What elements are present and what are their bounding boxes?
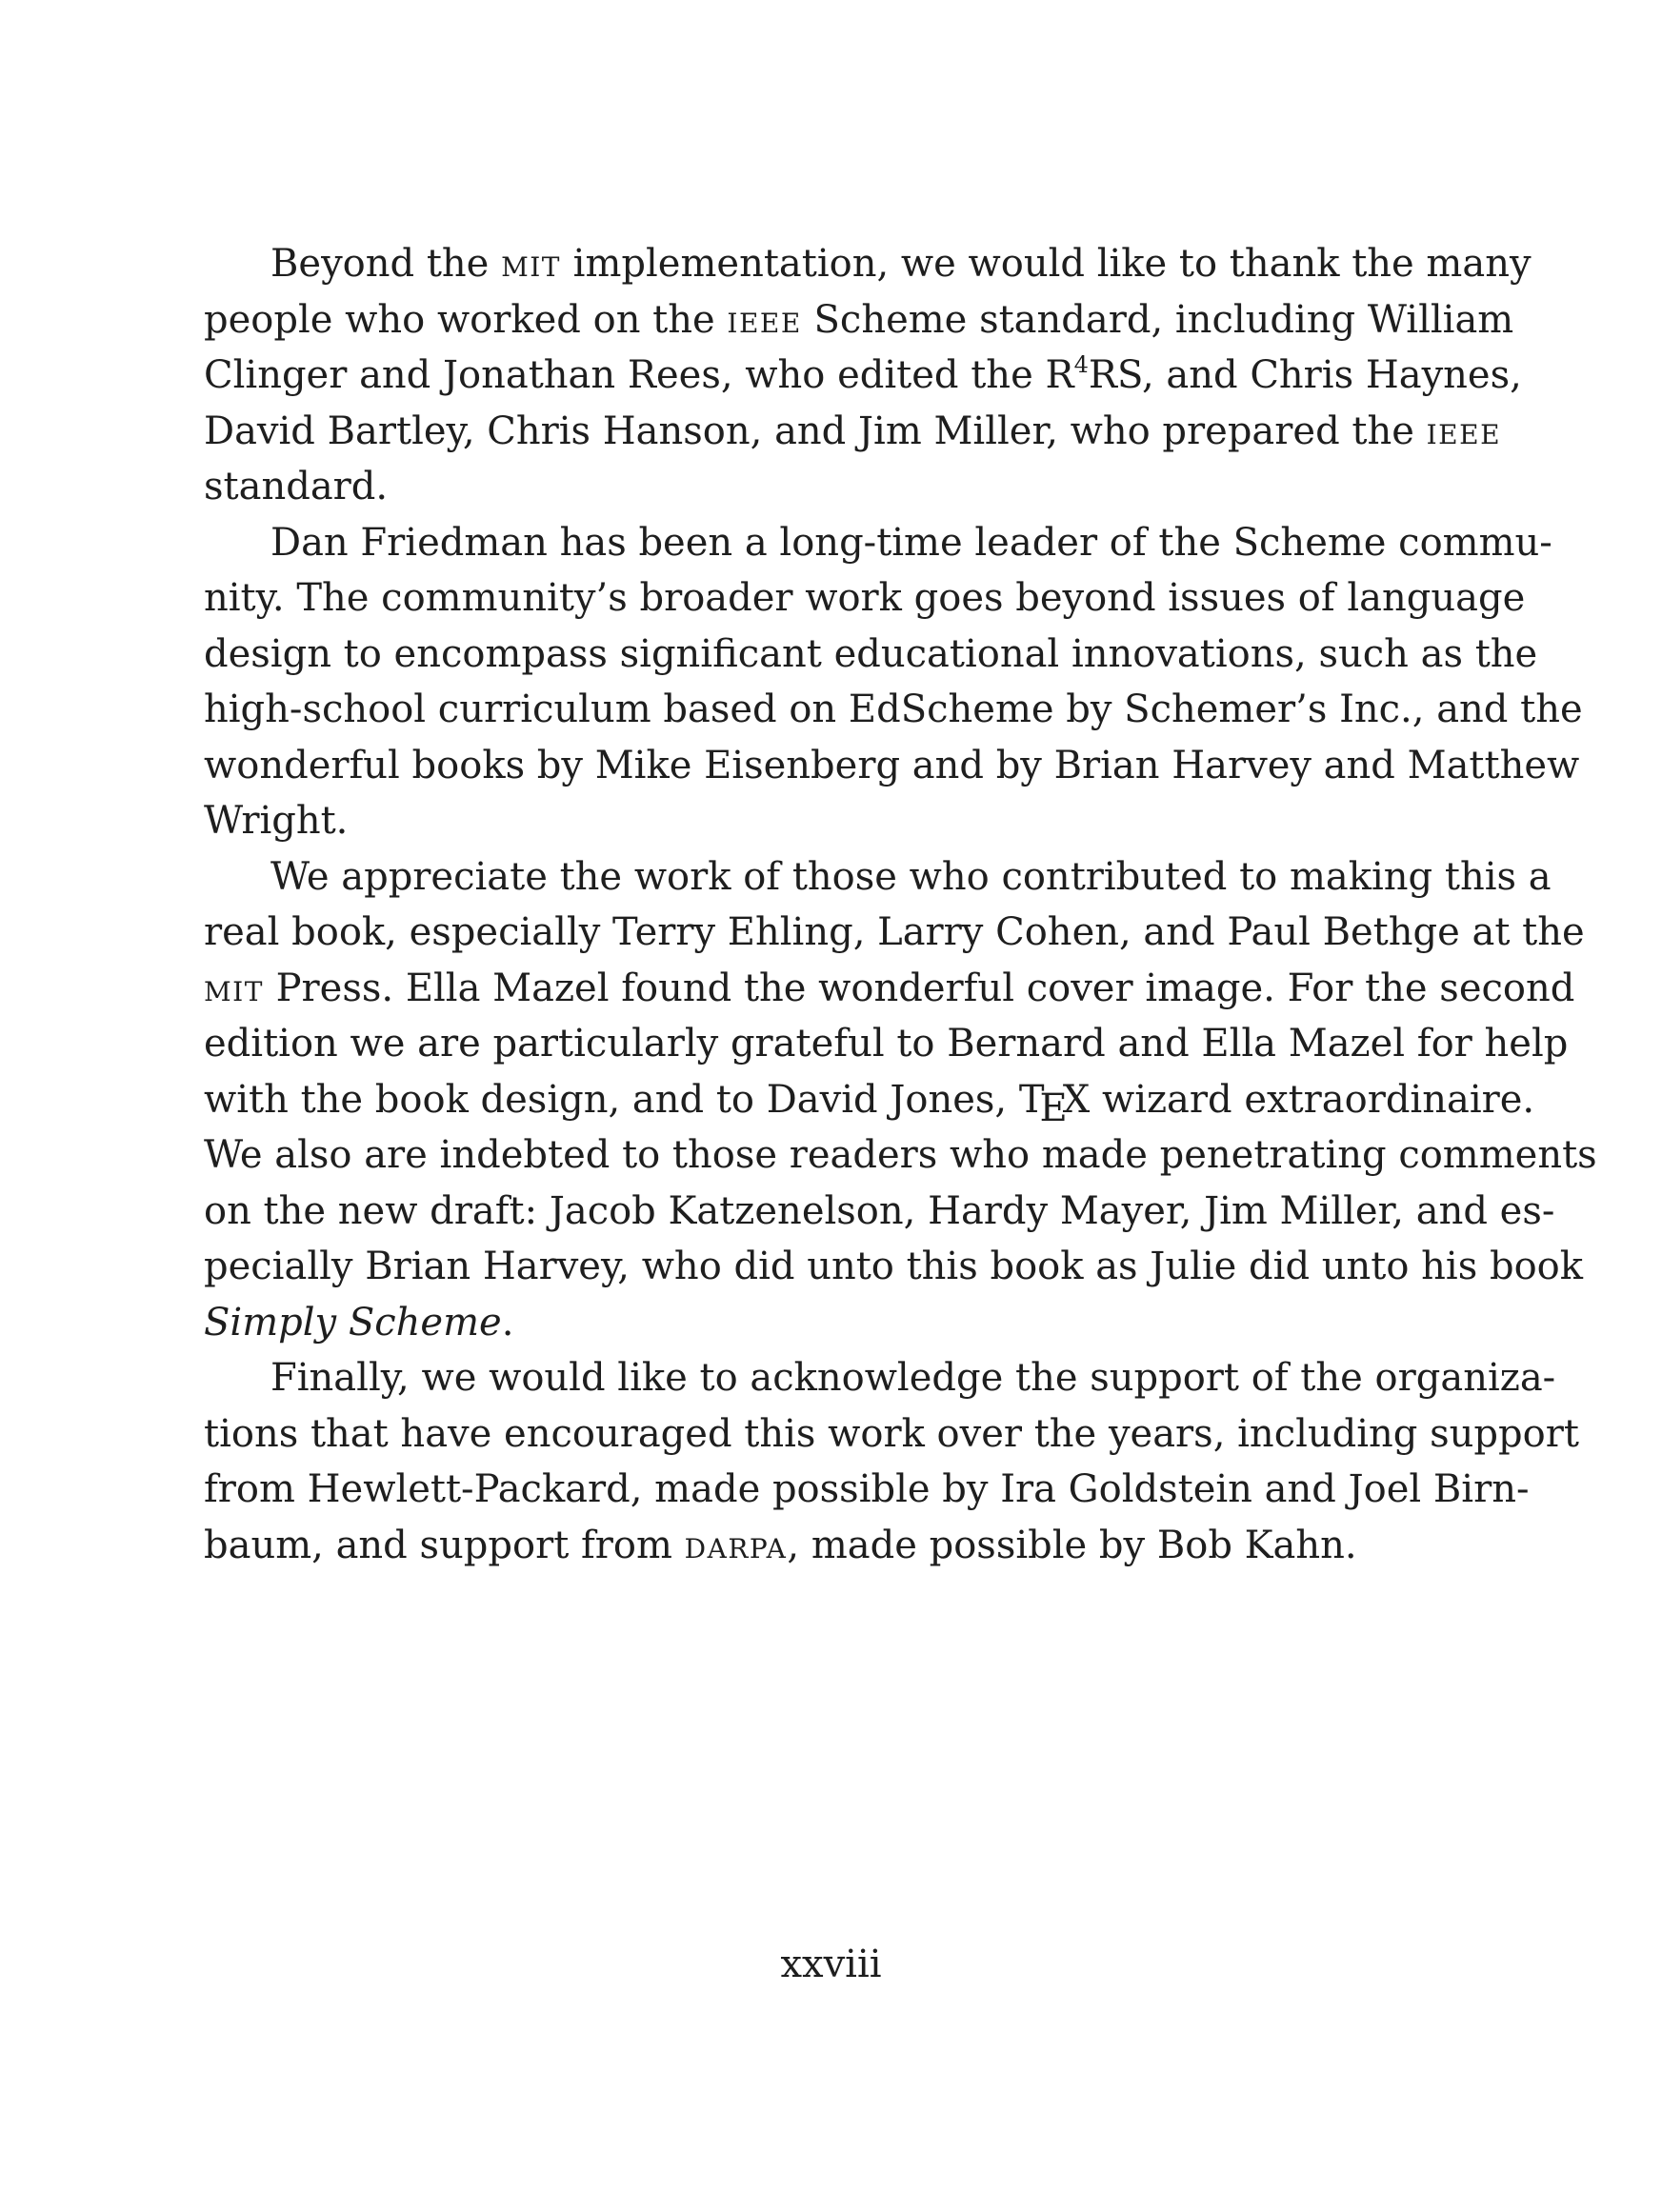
text-run: RS, and Chris Haynes, <box>1088 353 1522 397</box>
text-line: We appreciate the work of those who contributed to making this a <box>270 854 1552 899</box>
text-run: , made possible by Bob Kahn. <box>787 1523 1357 1567</box>
text-run: Clinger and Jonathan Rees, who edited the R <box>204 353 1074 397</box>
page-number: xxviii <box>780 1943 882 1986</box>
text-line: pecially Brian Harvey, who did unto this book as Julie did unto his book <box>204 1245 1583 1288</box>
paragraph-contributors <box>204 849 1597 1351</box>
text-run: implementation, we would like to thank the many <box>560 242 1532 286</box>
text-line: from Hewlett-Packard, made possible by Ira Goldstein and Joel Birn- <box>204 1467 1530 1511</box>
text-line: real book, especially Terry Ehling, Larry Cohen, and Paul Bethge at the <box>204 910 1585 954</box>
superscript: 4 <box>1073 351 1089 378</box>
paragraph-dan-friedman <box>204 515 1583 849</box>
book-title-italic: Simply Scheme <box>204 1300 502 1345</box>
small-caps-acronym: ieee <box>727 297 802 342</box>
text-run: with the book design, and to David Jones, <box>204 1077 1019 1122</box>
text-run: Scheme standard, including William <box>801 297 1514 342</box>
text-line <box>204 292 1514 349</box>
text-line <box>204 961 1575 1017</box>
text-run: Beyond the <box>270 242 502 286</box>
small-caps-acronym: ieee <box>1426 409 1502 453</box>
paragraph-organizations <box>204 1350 1579 1573</box>
body-text <box>204 236 1597 1573</box>
text-run: wizard extraordinaire. <box>1090 1077 1535 1122</box>
text-line: nity. The community’s broader work goes beyond issues of language <box>204 576 1526 620</box>
small-caps-acronym: darpa <box>684 1523 788 1567</box>
text-line <box>204 1518 1431 1574</box>
text-run: baum, and support from <box>204 1523 685 1567</box>
text-line: We also are indebted to those readers who made penetrating comments <box>204 1133 1597 1177</box>
text-line: high-school curriculum based on EdScheme by Schemer’s Inc., and the <box>204 688 1583 731</box>
text-run: . <box>501 1300 514 1345</box>
text-line <box>204 1072 1535 1130</box>
text-line: Wright. <box>204 799 349 843</box>
text-run: people who worked on the <box>204 297 728 342</box>
text-line: wonderful books by Mike Eisenberg and by Brian Harvey and Matthew <box>204 743 1580 787</box>
tex-logo: TEX <box>1018 1077 1091 1130</box>
text-line: Dan Friedman has been a long-time leader of the Scheme commu- <box>270 520 1552 565</box>
text-line <box>204 348 1522 404</box>
text-line: Finally, we would like to acknowledge the support of the organiza- <box>270 1356 1556 1400</box>
text-line: tions that have encouraged this work over the years, including support <box>204 1411 1579 1456</box>
paragraph-mit-implementation <box>204 236 1532 515</box>
text-line <box>204 1295 1431 1351</box>
text-line: on the new draft: Jacob Katzenelson, Hardy Mayer, Jim Miller, and es- <box>204 1188 1555 1233</box>
small-caps-acronym: mit <box>204 966 264 1010</box>
text-run: David Bartley, Chris Hanson, and Jim Miller, who prepared the <box>204 409 1427 453</box>
text-line <box>204 404 1502 460</box>
text-line <box>204 236 1532 292</box>
text-line: edition we are particularly grateful to Bernard and Ella Mazel for help <box>204 1022 1569 1066</box>
small-caps-acronym: mit <box>501 242 561 286</box>
text-line: design to encompass significant educational innovations, such as the <box>204 631 1538 676</box>
text-line: standard. <box>204 465 389 508</box>
text-run: Press. Ella Mazel found the wonderful cover image. For the second <box>263 966 1575 1010</box>
